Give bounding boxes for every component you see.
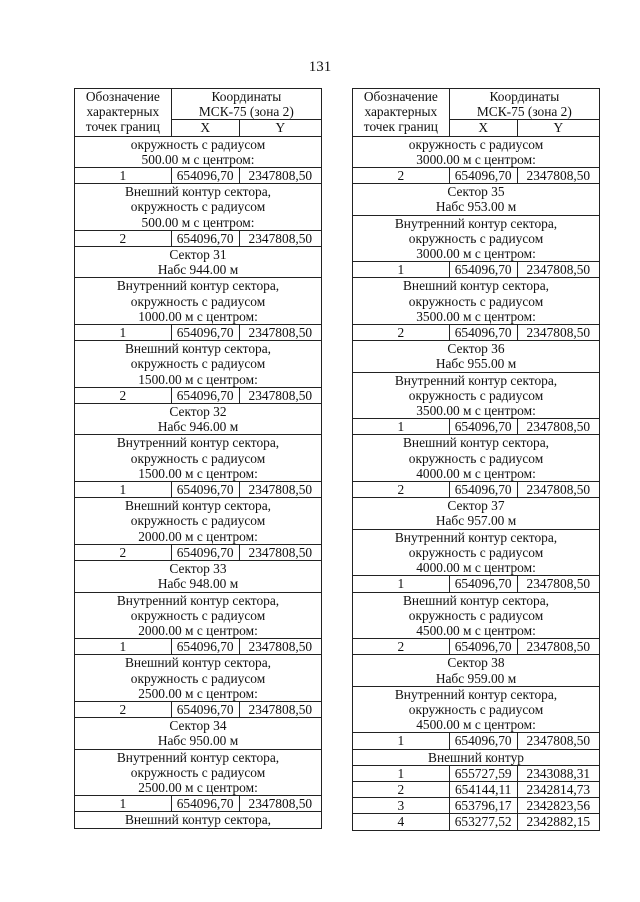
x-coordinate: 654096,70 — [449, 733, 517, 749]
description-row — [75, 749, 322, 796]
x-coordinate: 654096,70 — [171, 701, 239, 717]
header-line: Обозначение — [363, 89, 438, 104]
y-coordinate: 2347808,50 — [239, 168, 321, 184]
point-row — [75, 796, 322, 812]
header-line: Обозначение — [85, 89, 160, 104]
description-cell — [75, 749, 322, 796]
header-line: характерных — [86, 104, 160, 120]
description-row — [353, 136, 600, 167]
description-row — [353, 529, 600, 576]
x-header: X — [449, 120, 517, 136]
description-line: Внешний контур сектора, — [402, 592, 550, 608]
description-cell — [353, 215, 600, 262]
description-row — [75, 561, 322, 592]
x-coordinate: 654096,70 — [449, 168, 517, 184]
description-line: окружность с радиусом — [130, 356, 266, 372]
x-coordinate: 654144,11 — [449, 781, 517, 797]
point-number: 2 — [75, 230, 172, 246]
description-line: 4500.00 м с центром: — [416, 622, 536, 638]
description-cell — [353, 184, 600, 215]
coordinates-table-left — [74, 88, 322, 829]
description-cell — [353, 372, 600, 419]
point-number: 2 — [353, 781, 450, 797]
point-row — [75, 701, 322, 717]
description-line: Сектор 36 — [447, 341, 505, 357]
description-line: Внутренний контур сектора, — [394, 372, 558, 388]
point-row — [75, 387, 322, 403]
description-line: окружность с радиусом — [408, 136, 544, 152]
header-line: Координаты — [211, 89, 282, 104]
description-line: Внутренний контур сектора, — [116, 435, 280, 451]
x-coordinate: 654096,70 — [171, 639, 239, 655]
y-coordinate: 2347808,50 — [239, 639, 321, 655]
point-number: 1 — [75, 639, 172, 655]
description-row — [353, 686, 600, 733]
description-cell — [353, 749, 600, 765]
description-cell — [75, 278, 322, 325]
point-number: 1 — [353, 576, 450, 592]
description-cell — [75, 247, 322, 278]
x-coordinate: 654096,70 — [171, 482, 239, 498]
x-coordinate: 654096,70 — [449, 576, 517, 592]
description-line: окружность с радиусом — [130, 513, 266, 529]
y-coordinate: 2347808,50 — [517, 639, 599, 655]
y-coordinate: 2347808,50 — [517, 419, 599, 435]
y-coordinate: 2343088,31 — [517, 765, 599, 781]
description-line: окружность с радиусом — [130, 136, 266, 152]
header-line: характерных — [364, 104, 438, 120]
description-row — [353, 749, 600, 765]
description-row — [353, 592, 600, 639]
description-line: Внутренний контур сектора, — [116, 592, 280, 608]
description-line: Внешний контур — [428, 749, 524, 765]
description-cell — [353, 655, 600, 686]
description-line: 4000.00 м с центром: — [416, 465, 536, 481]
description-line: Внешний контур сектора, — [124, 498, 272, 514]
description-line: 4000.00 м с центром: — [416, 560, 536, 576]
description-row — [353, 341, 600, 372]
x-coordinate: 655727,59 — [449, 765, 517, 781]
point-row — [353, 639, 600, 655]
description-line: окружность с радиусом — [408, 544, 544, 560]
coordinates-header — [171, 89, 321, 120]
description-line: Внутренний контур сектора, — [116, 749, 280, 765]
description-line: Внешний контур сектора, — [402, 278, 550, 294]
description-cell — [75, 498, 322, 545]
x-coordinate: 654096,70 — [171, 387, 239, 403]
point-row — [75, 544, 322, 560]
description-cell — [75, 718, 322, 749]
description-line: 4500.00 м с центром: — [416, 717, 536, 733]
description-line: Набс 948.00 м — [157, 576, 239, 592]
header-line: точек границ — [85, 119, 160, 135]
description-cell — [75, 812, 322, 828]
point-designation-header — [75, 89, 172, 137]
point-number: 2 — [75, 701, 172, 717]
y-coordinate: 2347808,50 — [239, 701, 321, 717]
description-row — [75, 812, 322, 828]
description-line: окружность с радиусом — [130, 450, 266, 466]
description-cell — [75, 655, 322, 702]
description-cell — [353, 435, 600, 482]
description-line: 1000.00 м с центром: — [138, 308, 258, 324]
description-row — [75, 247, 322, 278]
y-coordinate: 2347808,50 — [239, 387, 321, 403]
y-coordinate: 2342823,56 — [517, 798, 599, 814]
point-row — [353, 798, 600, 814]
x-coordinate: 654096,70 — [449, 262, 517, 278]
description-line: 3500.00 м с центром: — [416, 403, 536, 419]
description-row — [353, 372, 600, 419]
point-number: 1 — [353, 733, 450, 749]
page-number: 131 — [308, 59, 332, 75]
point-row — [75, 325, 322, 341]
x-coordinate: 654096,70 — [449, 419, 517, 435]
point-number: 2 — [75, 544, 172, 560]
description-row — [75, 498, 322, 545]
description-line: окружность с радиусом — [408, 450, 544, 466]
description-line: Внешний контур сектора, — [124, 655, 272, 671]
description-cell — [75, 341, 322, 388]
description-line: Сектор 33 — [169, 561, 227, 577]
description-line: 2500.00 м с центром: — [138, 779, 258, 795]
point-number: 2 — [353, 325, 450, 341]
y-coordinate: 2342814,73 — [517, 781, 599, 797]
point-row — [75, 482, 322, 498]
description-line: Набс 959.00 м — [435, 670, 517, 686]
description-line: окружность с радиусом — [408, 293, 544, 309]
point-number: 1 — [75, 325, 172, 341]
description-cell — [353, 686, 600, 733]
description-line: 3000.00 м с центром: — [416, 151, 536, 167]
description-cell — [353, 136, 600, 167]
description-row — [353, 278, 600, 325]
description-row — [75, 278, 322, 325]
point-number: 1 — [75, 482, 172, 498]
description-cell — [353, 341, 600, 372]
description-line: Набс 950.00 м — [157, 733, 239, 749]
point-number: 1 — [353, 419, 450, 435]
table-header-row — [75, 89, 322, 120]
description-row — [75, 718, 322, 749]
point-number: 1 — [353, 765, 450, 781]
description-line: 500.00 м с центром: — [141, 151, 255, 167]
point-row — [353, 325, 600, 341]
description-row — [353, 498, 600, 529]
description-line: Внешний контур сектора, — [402, 435, 550, 451]
y-coordinate: 2347808,50 — [517, 262, 599, 278]
coordinates-header — [449, 89, 599, 120]
description-row — [75, 341, 322, 388]
description-line: окружность с радиусом — [130, 764, 266, 780]
y-header: Y — [517, 120, 599, 136]
y-coordinate: 2347808,50 — [517, 733, 599, 749]
point-row — [353, 733, 600, 749]
description-cell — [353, 278, 600, 325]
description-cell — [353, 592, 600, 639]
description-line: 3500.00 м с центром: — [416, 308, 536, 324]
y-coordinate: 2347808,50 — [239, 796, 321, 812]
point-number: 2 — [75, 387, 172, 403]
table-header-row — [353, 89, 600, 120]
y-coordinate: 2347808,50 — [239, 230, 321, 246]
description-line: Внутренний контур сектора, — [394, 529, 558, 545]
point-row — [353, 781, 600, 797]
x-coordinate: 654096,70 — [171, 544, 239, 560]
x-coordinate: 654096,70 — [171, 325, 239, 341]
description-line: Внутренний контур сектора, — [394, 686, 558, 702]
point-number: 4 — [353, 814, 450, 830]
description-cell — [75, 561, 322, 592]
point-number: 1 — [75, 796, 172, 812]
point-row — [75, 230, 322, 246]
description-line: Сектор 37 — [447, 498, 505, 514]
description-line: 3000.00 м с центром: — [416, 246, 536, 262]
x-header: X — [171, 120, 239, 136]
description-line: 500.00 м с центром: — [141, 214, 255, 230]
point-row — [353, 482, 600, 498]
header-line: точек границ — [363, 119, 438, 135]
x-coordinate: 653796,17 — [449, 798, 517, 814]
y-coordinate: 2347808,50 — [517, 482, 599, 498]
y-coordinate: 2342882,15 — [517, 814, 599, 830]
y-coordinate: 2347808,50 — [239, 482, 321, 498]
y-coordinate: 2347808,50 — [239, 544, 321, 560]
description-line: Сектор 32 — [169, 404, 227, 420]
y-coordinate: 2347808,50 — [239, 325, 321, 341]
point-number: 1 — [353, 262, 450, 278]
point-number: 2 — [353, 168, 450, 184]
description-line: Внешний контур сектора, — [124, 184, 272, 200]
description-line: окружность с радиусом — [408, 701, 544, 717]
point-row — [353, 814, 600, 830]
y-coordinate: 2347808,50 — [517, 168, 599, 184]
description-line: 2000.00 м с центром: — [138, 528, 258, 544]
point-row — [75, 639, 322, 655]
point-number: 1 — [75, 168, 172, 184]
description-row — [75, 592, 322, 639]
x-coordinate: 654096,70 — [449, 482, 517, 498]
y-coordinate: 2347808,50 — [517, 325, 599, 341]
description-line: Сектор 38 — [447, 655, 505, 671]
description-line: 2000.00 м с центром: — [138, 622, 258, 638]
description-line: окружность с радиусом — [408, 387, 544, 403]
description-line: окружность с радиусом — [130, 199, 266, 215]
x-coordinate: 654096,70 — [171, 796, 239, 812]
description-line: окружность с радиусом — [408, 607, 544, 623]
x-coordinate: 654096,70 — [449, 639, 517, 655]
description-row — [75, 435, 322, 482]
description-line: 1500.00 м с центром: — [138, 371, 258, 387]
point-row — [353, 765, 600, 781]
x-coordinate: 653277,52 — [449, 814, 517, 830]
description-row — [353, 215, 600, 262]
description-row — [75, 655, 322, 702]
description-line: окружность с радиусом — [130, 607, 266, 623]
y-coordinate: 2347808,50 — [517, 576, 599, 592]
point-row — [75, 168, 322, 184]
x-coordinate: 654096,70 — [171, 168, 239, 184]
point-number: 2 — [353, 639, 450, 655]
description-line: Набс 957.00 м — [435, 513, 517, 529]
description-line: Внешний контур сектора, — [124, 812, 272, 828]
header-line: Координаты — [489, 89, 560, 104]
description-row — [75, 184, 322, 231]
description-cell — [75, 184, 322, 231]
description-row — [353, 655, 600, 686]
point-row — [353, 168, 600, 184]
description-line: 2500.00 м с центром: — [138, 685, 258, 701]
description-line: Внутренний контур сектора, — [394, 215, 558, 231]
description-line: Набс 955.00 м — [435, 356, 517, 372]
description-line: 1500.00 м с центром: — [138, 465, 258, 481]
description-cell — [75, 404, 322, 435]
description-line: Набс 946.00 м — [157, 419, 239, 435]
description-line: Внешний контур сектора, — [124, 341, 272, 357]
y-header: Y — [239, 120, 321, 136]
point-number: 2 — [353, 482, 450, 498]
description-line: окружность с радиусом — [130, 293, 266, 309]
description-row — [75, 136, 322, 167]
point-designation-header — [353, 89, 450, 137]
description-line: Сектор 35 — [447, 184, 505, 200]
description-line: Набс 944.00 м — [157, 262, 239, 278]
x-coordinate: 654096,70 — [171, 230, 239, 246]
description-line: окружность с радиусом — [408, 230, 544, 246]
description-line: Сектор 31 — [169, 247, 227, 263]
description-cell — [75, 592, 322, 639]
description-row — [75, 404, 322, 435]
point-row — [353, 576, 600, 592]
description-cell — [75, 435, 322, 482]
header-line: МСК-75 (зона 2) — [198, 104, 294, 120]
point-row — [353, 419, 600, 435]
coordinates-table-right — [352, 88, 600, 831]
description-cell — [353, 498, 600, 529]
description-row — [353, 435, 600, 482]
description-line: Внутренний контур сектора, — [116, 278, 280, 294]
description-row — [353, 184, 600, 215]
description-cell — [75, 136, 322, 167]
description-line: Набс 953.00 м — [435, 199, 517, 215]
description-line: окружность с радиусом — [130, 670, 266, 686]
header-line: МСК-75 (зона 2) — [476, 104, 572, 120]
point-row — [353, 262, 600, 278]
description-line: Сектор 34 — [169, 718, 227, 734]
x-coordinate: 654096,70 — [449, 325, 517, 341]
description-cell — [353, 529, 600, 576]
point-number: 3 — [353, 798, 450, 814]
